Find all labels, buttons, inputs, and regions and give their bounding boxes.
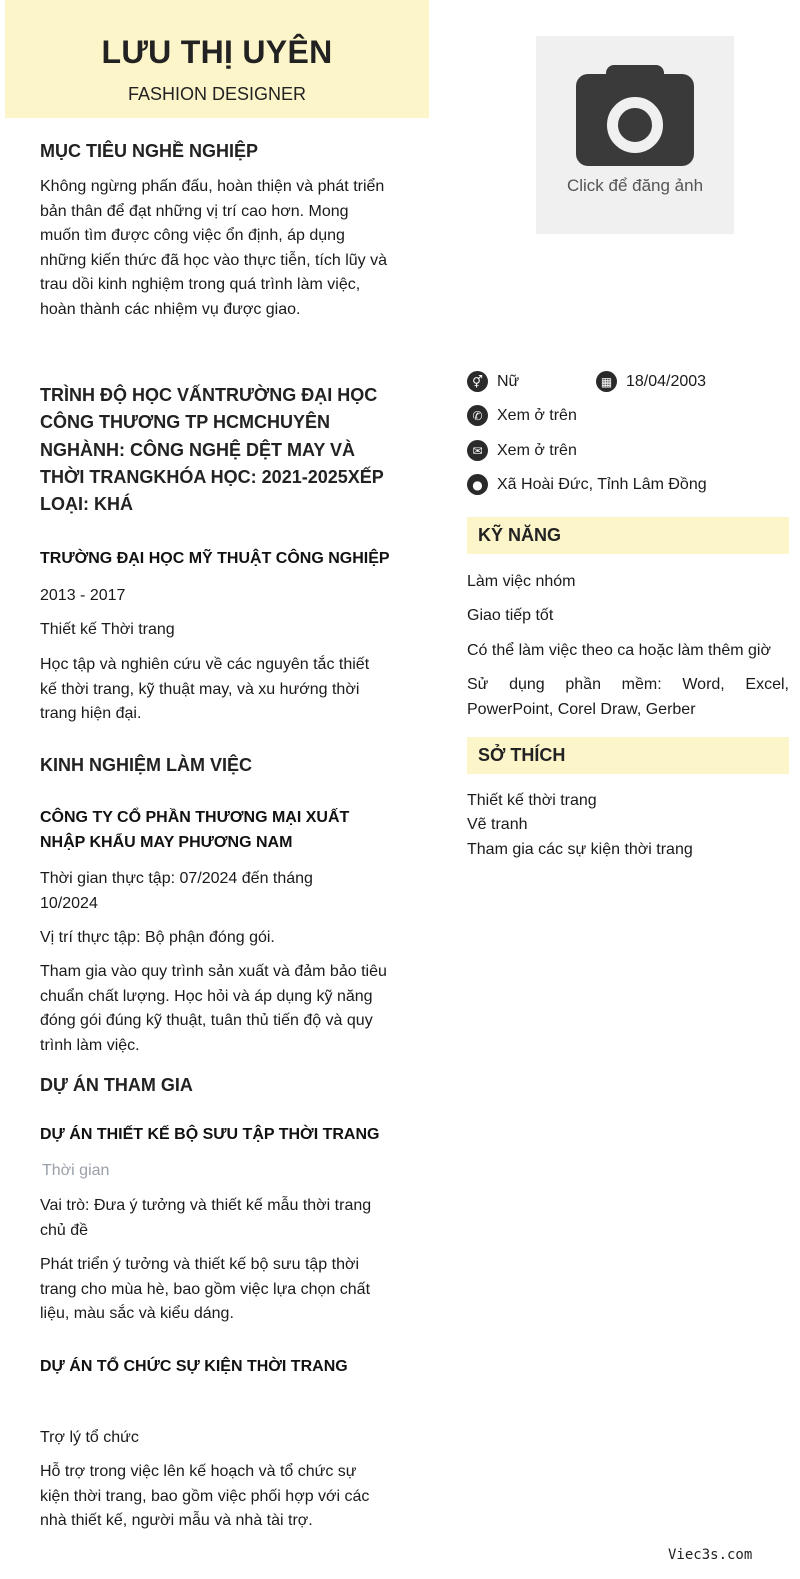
location-pin-icon: ● (467, 474, 488, 495)
gender-row[interactable] (467, 371, 519, 392)
email-icon: ✉ (467, 440, 488, 461)
experience-title[interactable]: KINH NGHIỆM LÀM VIỆC (40, 755, 253, 775)
hobby-item[interactable]: Tham gia các sự kiện thời trang (467, 841, 693, 858)
hobby-item[interactable]: Vẽ tranh (467, 816, 528, 833)
phone-icon: ✆ (467, 405, 488, 426)
address-value: Xã Hoài Đức, Tỉnh Lâm Đồng (497, 475, 707, 493)
watermark: Viec3s.com (668, 1547, 753, 1563)
candidate-name[interactable]: LƯU THỊ UYÊN (101, 34, 333, 70)
education-title[interactable]: TRÌNH ĐỘ HỌC VẤNTRƯỜNG ĐẠI HỌC CÔNG THƯƠNG TP HCMCHUYÊN NGHÀNH: CÔNG NGHỆ DỆT MAY VÀ THỜI TRANGKHÓA HỌC: 2021-2025XẾP LOẠI: KHÁ (40, 385, 384, 515)
project-description[interactable]: Hỗ trợ trong việc lên kế hoạch và tổ chức sự kiện thời trang, bao gồm việc phối hợp với các nhà thiết kế, người mẫu và nhà tài trợ. (40, 1463, 370, 1529)
objective-title[interactable]: MỤC TIÊU NGHỀ NGHIỆP (40, 141, 259, 161)
skill-item[interactable]: Làm việc nhóm (467, 573, 576, 590)
gender-icon: ⚥ (467, 371, 488, 392)
photo-upload-label: Click để đăng ảnh (566, 176, 704, 195)
education-major[interactable]: Thiết kế Thời trang (40, 621, 175, 638)
job-title[interactable]: FASHION DESIGNER (127, 84, 307, 104)
phone-row[interactable] (467, 405, 577, 426)
project-role[interactable]: Vai trò: Đưa ý tưởng và thiết kế mẫu thời trang chủ đề (40, 1197, 372, 1239)
objective-text[interactable]: Không ngừng phấn đấu, hoàn thiện và phát triển bản thân để đạt những vị trí cao hơn. Mong muốn tìm được công việc ổn định, áp dụng những kiến thức đã học vào thực tiễn, tích lũy và trau dồi kinh nghiệm trong quá trình làm việc, hoàn thành các nhiệm vụ được giao. (40, 178, 387, 318)
skills-title[interactable]: KỸ NĂNG (478, 525, 562, 545)
hobbies-title[interactable]: SỞ THÍCH (478, 745, 566, 765)
skill-item[interactable]: Giao tiếp tốt (467, 607, 554, 624)
hobbies-header (467, 737, 789, 774)
project-role[interactable]: Trợ lý tổ chức (40, 1429, 139, 1446)
email-value: Xem ở trên (497, 441, 577, 459)
birthday-row[interactable] (596, 371, 706, 392)
project-name[interactable]: DỰ ÁN TỔ CHỨC SỰ KIỆN THỜI TRANG (40, 1358, 348, 1375)
photo-upload[interactable] (536, 36, 734, 234)
skills-header (467, 517, 789, 554)
experience-position[interactable]: Vị trí thực tập: Bộ phận đóng gói. (40, 929, 275, 946)
education-description[interactable]: Học tập và nghiên cứu về các nguyên tắc thiết kế thời trang, kỹ thuật may, và xu hướng thời trang hiện đại. (40, 656, 370, 722)
project-time-field[interactable]: Thời gian (42, 1162, 110, 1179)
projects-title[interactable]: DỰ ÁN THAM GIA (40, 1075, 193, 1095)
education-period[interactable]: 2013 - 2017 (40, 587, 126, 604)
education-school[interactable]: TRƯỜNG ĐẠI HỌC MỸ THUẬT CÔNG NGHIỆP (40, 550, 390, 567)
hobby-item[interactable]: Thiết kế thời trang (467, 792, 597, 809)
birthday-value: 18/04/2003 (626, 372, 707, 390)
email-row[interactable] (467, 440, 577, 461)
experience-company[interactable]: CÔNG TY CỔ PHẦN THƯƠNG MẠI XUẤT NHẬP KHẨU MAY PHƯƠNG NAM (40, 809, 350, 851)
address-row[interactable] (467, 474, 707, 495)
skill-item[interactable]: Có thể làm việc theo ca hoặc làm thêm giờ (467, 642, 771, 659)
experience-period[interactable]: Thời gian thực tập: 07/2024 đến tháng 10/2024 (40, 870, 313, 912)
project-name[interactable]: DỰ ÁN THIẾT KẾ BỘ SƯU TẬP THỜI TRANG (40, 1126, 380, 1143)
camera-lens-icon (607, 97, 663, 153)
project-description[interactable]: Phát triển ý tưởng và thiết kế bộ sưu tập thời trang cho mùa hè, bao gồm việc lựa chọn chất liệu, màu sắc và kiểu dáng. (40, 1256, 371, 1322)
header-banner (5, 0, 429, 118)
phone-value: Xem ở trên (497, 406, 577, 424)
gender-value: Nữ (497, 372, 520, 390)
calendar-icon: ▦ (596, 371, 617, 392)
experience-description[interactable]: Tham gia vào quy trình sản xuất và đảm bảo tiêu chuẩn chất lượng. Học hỏi và áp dụng kỹ năng đóng gói đúng kỹ thuật, tuân thủ tiến độ và quy trình làm việc. (40, 963, 387, 1054)
skill-item[interactable]: Sử dụng phần mềm: Word, Excel, PowerPoint, Corel Draw, Gerber (467, 676, 789, 718)
